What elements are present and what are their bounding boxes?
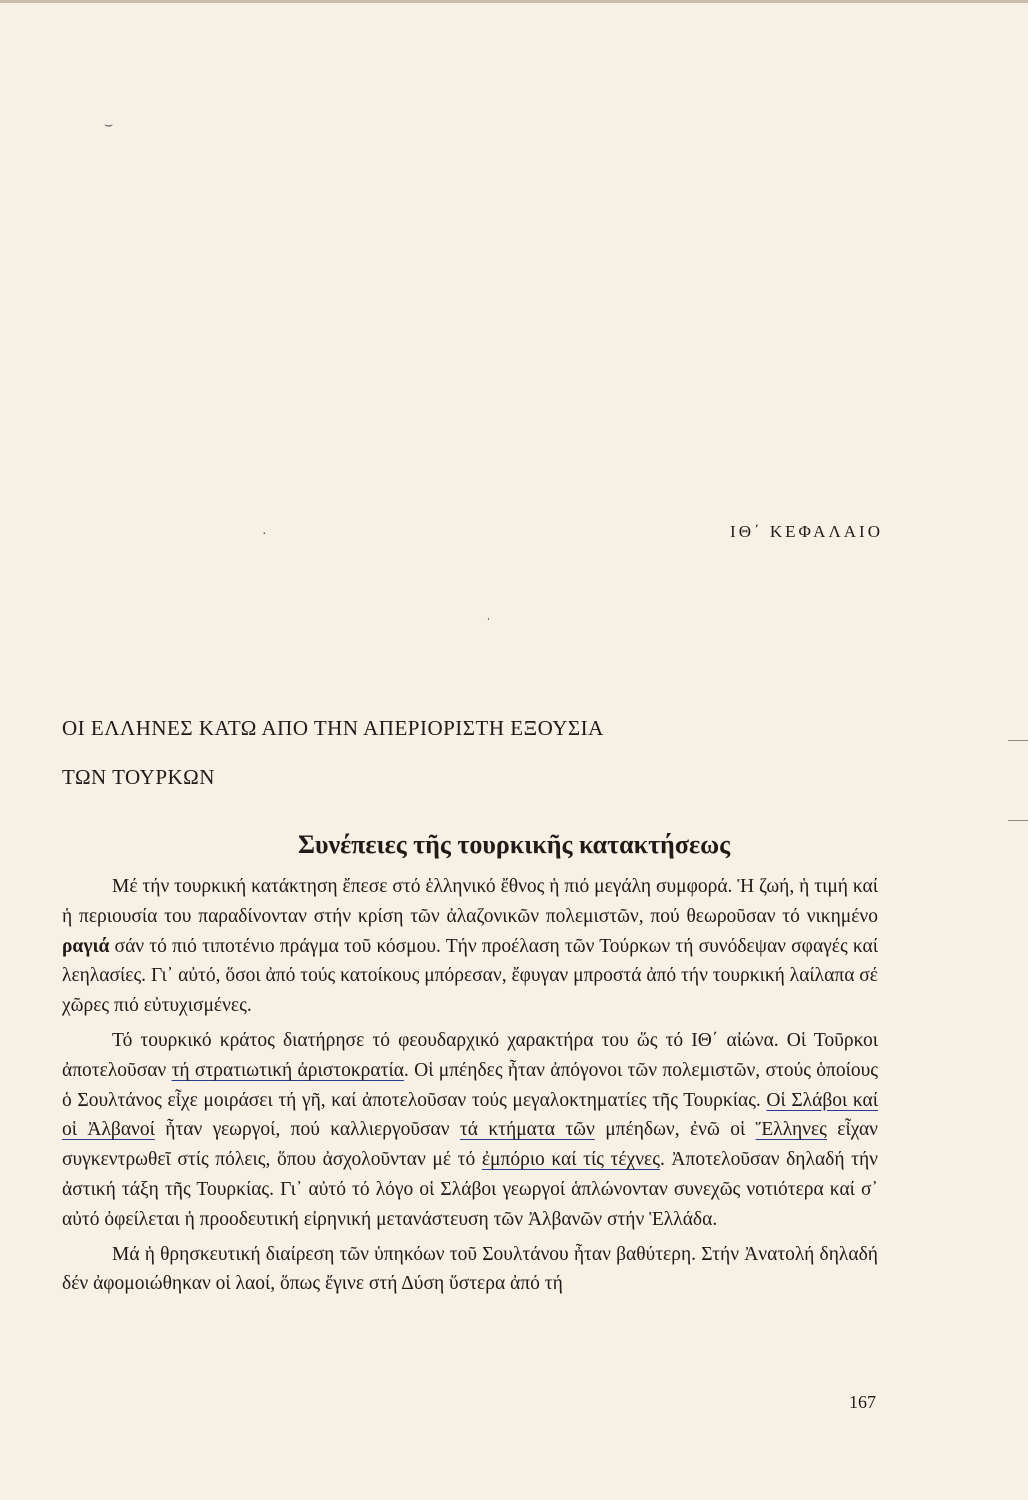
text-run: Μέ τήν τουρκική κατάκτηση ἔπεσε στό ἑλληνικό ἔθνος ἡ πιό μεγάλη συμφορά. Ἡ ζωή, ἡ τιμή καί ἡ περιουσία του παραδίνονταν στήν κρίση τῶν ἀλαζονικῶν πολεμιστῶν, πού θεωροῦσαν τό νικημένο [62,876,878,927]
section-title: Συνέπειες τῆς τουρκικῆς κατακτήσεως [297,830,731,859]
text-run: σάν τό πιό τιποτένιο πράγμα τοῦ κόσμου. Τήν προέλαση τῶν Τούρκων τή συνόδεψαν σφαγές καί λεηλασίες. Γι᾿ αὐτό, ὅσοι ἀπό τούς κατοίκους μπόρεσαν, ἔφυγαν μπροστά ἀπό τήν τουρκική λαίλαπα σέ χῶρες πιό εὐτυχισμένες. [62,935,878,1017]
paragraph-2 [62,1026,878,1235]
stray-mark: ⌣ [104,118,114,133]
paragraph-3: Μά ἡ θρησκευτική διαίρεση τῶν ὑπηκόων τοῦ Σουλτάνου ἦταν βαθύτερη. Στήν Ἀνατολή δηλαδή δέν ἀφομοιώθηκαν οἱ λαοί, ὅπως ἔγινε στή Δύση ὕστερα ἀπό τή [62,1243,878,1295]
underlined-phrase: τή στρατιωτική ἀριστοκρατία [171,1059,404,1081]
paragraph-1 [62,872,878,1021]
text-run: . Οἱ μπέηδες ἦταν ἀπόγονοι τῶν πολεμιστῶν, στούς ὁποίους ὁ Σουλτάνος εἶχε μοιράσει τή γῆ, καί ἀποτελοῦσαν τούς μεγαλοκτηματίες τῆς Τουρκίας. [62,1059,878,1111]
bold-term-ragia: ραγιά [62,935,110,957]
bleed-through-text [40,150,940,790]
text-run: μπέηδων, ἐνῶ οἱ [594,1119,756,1141]
part-title-line-1: ΟΙ ΕΛΛΗΝΕΣ ΚΑΤΩ ΑΠΟ ΤΗΝ ΑΠΕΡΙΟΡΙΣΤΗ ΕΞΟΥΣΙΑ [62,716,604,740]
text-run: ἦταν γεωργοί, πού καλλιεργοῦσαν [154,1119,460,1141]
stray-mark: ˌ [486,606,491,621]
underlined-phrase: Ἕλληνες [755,1119,827,1141]
text-run: . Ἀποτελοῦσαν δηλαδή τήν ἀστική τάξη τῆς Τουρκίας. Γι᾿ αὐτό τό λόγο οἱ Σλάβοι γεωργοί ἁπλώνονταν συνεχῶς νοτιότερα καί σ᾿ αὐτό ὀφείλεται ἡ προοδευτική εἰρηνική μετανάστευση τῶν Ἀλβανῶν στήν Ἑλλάδα. [62,1149,879,1230]
margin-mark [1008,820,1028,821]
text-run: Τό τουρκικό κράτος διατήρησε τό φεουδαρχικό χαρακτήρα του ὥς τό ΙΘ΄ αἰώνα. Οἱ Τοῦρκοι ἀποτελοῦσαν [62,1029,878,1081]
chapter-label: ΙΘ΄ ΚΕΦΑΛΑΙΟ [730,522,883,541]
margin-mark [1008,740,1028,741]
body-text [62,872,878,1304]
underlined-phrase: τά κτήματα τῶν [459,1119,595,1141]
page-number: 167 [849,1392,876,1412]
underlined-phrase: ἐμπόριο καί τίς τέχνες [481,1149,660,1171]
part-title-line-2: ΤΩΝ ΤΟΥΡΚΩΝ [62,765,215,789]
underlined-phrase: Οἱ Σλάβοι καί οἱ Ἀλβανοί [62,1089,878,1141]
text-run: εἶχαν συγκεντρωθεῖ στίς πόλεις, ὅπου ἀσχολοῦνταν μέ τό [62,1119,878,1171]
stray-mark: · [262,527,267,542]
page-top-edge [0,0,1028,3]
